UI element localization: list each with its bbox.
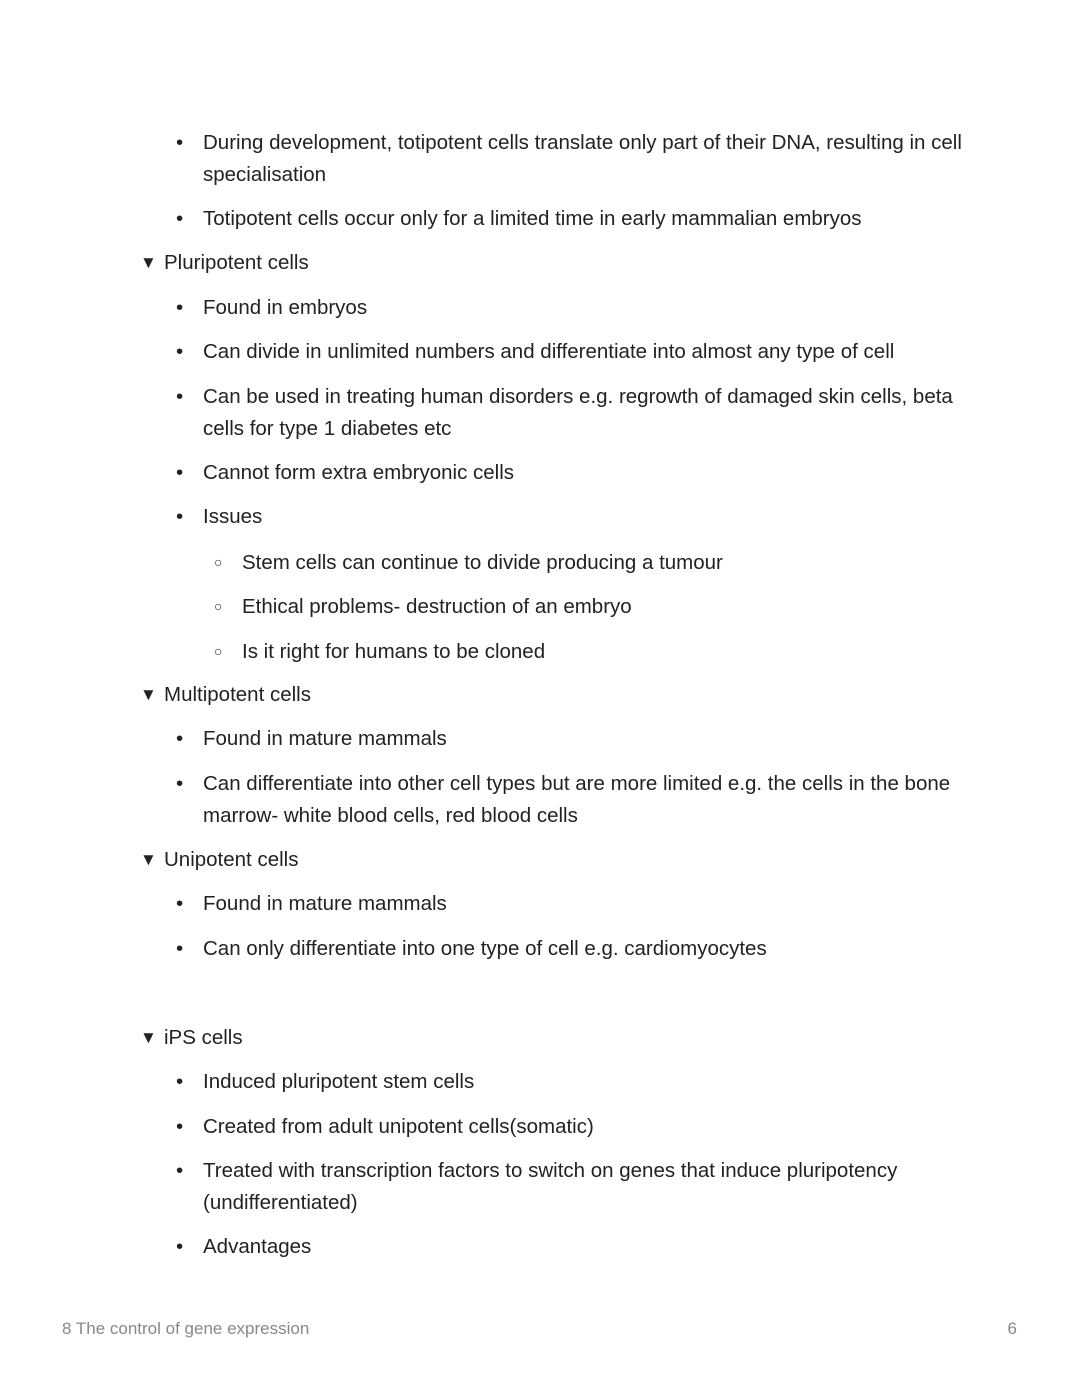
list-item	[176, 1066, 966, 1098]
list-item-text: Found in embryos	[203, 296, 368, 319]
toggle-heading: Unipotent cells	[164, 848, 299, 871]
toggle-heading: Pluripotent cells	[164, 251, 309, 274]
list-item-text: Can be used in treating human disorders e.g. regrowth of damaged skin cells, beta cells for type 1 diabetes etc	[203, 385, 953, 440]
list-item	[176, 203, 966, 235]
list-item	[176, 457, 966, 489]
list-item-text: Cannot form extra embryonic cells	[203, 461, 515, 484]
list-item-text: Treated with transcription factors to switch on genes that induce pluripotency (undifferentiated)	[203, 1159, 898, 1214]
bullet-icon: •	[176, 1159, 184, 1182]
list-item	[176, 1111, 966, 1143]
circle-bullet-icon: ○	[214, 598, 223, 614]
bullet-icon: •	[176, 892, 184, 915]
list-item	[176, 723, 966, 755]
list-item-text: Can divide in unlimited numbers and differentiate into almost any type of cell	[203, 340, 895, 363]
triangle-down-icon[interactable]: ▼	[140, 253, 157, 272]
list-item-text: Can only differentiate into one type of cell e.g. cardiomyocytes	[203, 937, 767, 960]
bullet-icon: •	[176, 937, 184, 960]
list-item	[176, 1231, 966, 1263]
circle-bullet-icon: ○	[214, 554, 223, 570]
sub-list-item-text: Stem cells can continue to divide producing a tumour	[242, 551, 723, 574]
bullet-icon: •	[176, 461, 184, 484]
sub-list-item	[214, 635, 545, 668]
bullet-icon: •	[176, 207, 184, 230]
sub-list-item-text: Is it right for humans to be cloned	[242, 640, 546, 663]
list-item-text: Induced pluripotent stem cells	[203, 1070, 475, 1093]
page-number: 6	[1007, 1319, 1017, 1338]
toggle-heading: iPS cells	[164, 1026, 243, 1049]
list-item	[176, 292, 966, 324]
list-item	[176, 501, 966, 533]
bullet-icon: •	[176, 1070, 184, 1093]
bullet-icon: •	[176, 772, 184, 795]
toggle-heading: Multipotent cells	[164, 683, 311, 706]
list-item	[176, 1155, 966, 1219]
list-item	[176, 336, 966, 368]
bullet-icon: •	[176, 296, 184, 319]
sub-list-item	[214, 590, 632, 623]
circle-bullet-icon: ○	[214, 643, 223, 659]
list-item	[176, 768, 966, 832]
bullet-icon: •	[176, 131, 184, 154]
bullet-icon: •	[176, 727, 184, 750]
triangle-down-icon[interactable]: ▼	[140, 1028, 157, 1047]
list-item-text: During development, totipotent cells translate only part of their DNA, resulting in cell specialisation	[203, 131, 962, 186]
list-item	[176, 127, 966, 191]
sub-list-item-text: Ethical problems- destruction of an embryo	[242, 595, 632, 618]
list-item	[176, 933, 966, 965]
footer-title: 8 The control of gene expression	[62, 1319, 310, 1338]
list-item-text: Found in mature mammals	[203, 727, 447, 750]
triangle-down-icon[interactable]: ▼	[140, 685, 157, 704]
list-item-text: Advantages	[203, 1235, 312, 1258]
list-item-text: Can differentiate into other cell types but are more limited e.g. the cells in the bone marrow- white blood cells, red blood cells	[203, 772, 951, 827]
toggle-ips-cells[interactable]	[140, 1022, 243, 1054]
toggle-unipotent-cells[interactable]	[140, 844, 298, 876]
list-item	[176, 888, 966, 920]
bullet-icon: •	[176, 1235, 184, 1258]
list-item-text: Created from adult unipotent cells(somatic)	[203, 1115, 594, 1138]
list-item	[176, 381, 966, 445]
list-item-text: Totipotent cells occur only for a limited time in early mammalian embryos	[203, 207, 862, 230]
toggle-multipotent-cells[interactable]	[140, 679, 311, 711]
triangle-down-icon[interactable]: ▼	[140, 850, 157, 869]
bullet-icon: •	[176, 505, 184, 528]
list-item-text: Issues	[203, 505, 263, 528]
bullet-icon: •	[176, 1115, 184, 1138]
bullet-icon: •	[176, 340, 184, 363]
toggle-pluripotent-cells[interactable]	[140, 247, 309, 279]
sub-list-item	[214, 546, 723, 579]
list-item-text: Found in mature mammals	[203, 892, 447, 915]
bullet-icon: •	[176, 385, 184, 408]
